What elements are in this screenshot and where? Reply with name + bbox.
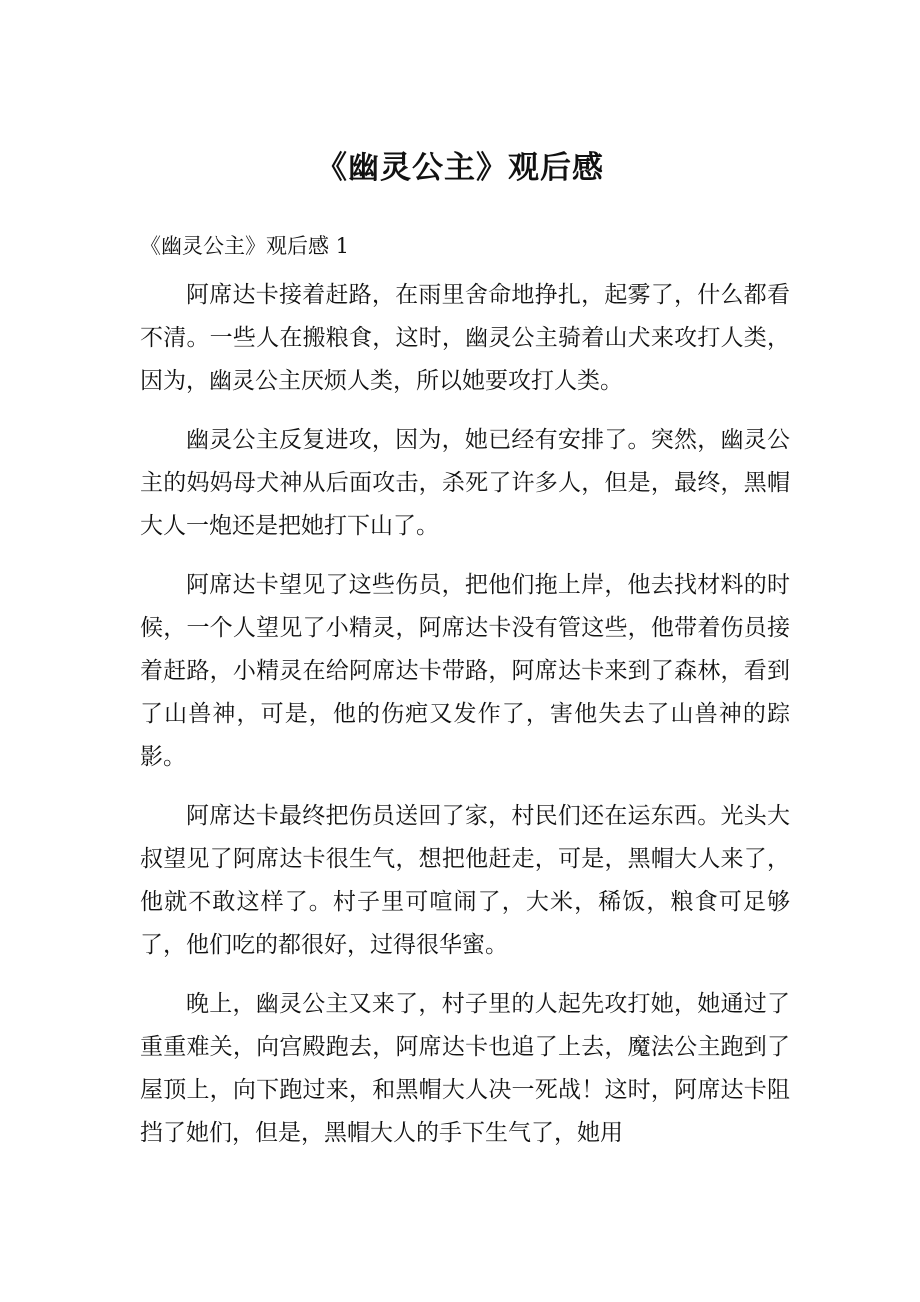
paragraph-3: 阿席达卡望见了这些伤员，把他们拖上岸，他去找材料的时候，一个人望见了小精灵，阿席达卡没有管这些，他带着伤员接着赶路，小精灵在给阿席达卡带路，阿席达卡来到了森林，看到了山兽神，可是，他的伤疤又发作了，害他失去了山兽神的踪影。 bbox=[140, 572, 790, 770]
paragraph-1: 阿席达卡接着赶路，在雨里舍命地挣扎，起雾了，什么都看不清。一些人在搬粮食，这时，幽灵公主骑着山犬来攻打人类，因为，幽灵公主厌烦人类，所以她要攻打人类。 bbox=[140, 282, 790, 394]
document-title: 《幽灵公主》观后感 bbox=[316, 150, 604, 186]
paragraph-4: 阿席达卡最终把伤员送回了家，村民们还在运东西。光头大叔望见了阿席达卡很生气，想把他赶走，可是，黑帽大人来了，他就不敢这样了。村子里可喧闹了，大米，稀饭，粮食可足够了，他们吃的都很好，过得很华蜜。 bbox=[140, 803, 790, 958]
document-body bbox=[140, 274, 790, 1155]
paragraph-5: 晚上，幽灵公主又来了，村子里的人起先攻打她，她通过了重重难关，向宫殿跑去，阿席达卡也追了上去，魔法公主跑到了屋顶上，向下跑过来，和黑帽大人决一死战！这时，阿席达卡阻挡了她们，但是，黑帽大人的手下生气了，她用 bbox=[140, 991, 790, 1146]
paragraph-2: 幽灵公主反复进攻，因为，她已经有安排了。突然，幽灵公主的妈妈母犬神从后面攻击，杀死了许多人，但是，最终，黑帽大人一炮还是把她打下山了。 bbox=[140, 427, 790, 539]
section-heading: 《幽灵公主》观后感 1 bbox=[140, 234, 350, 258]
